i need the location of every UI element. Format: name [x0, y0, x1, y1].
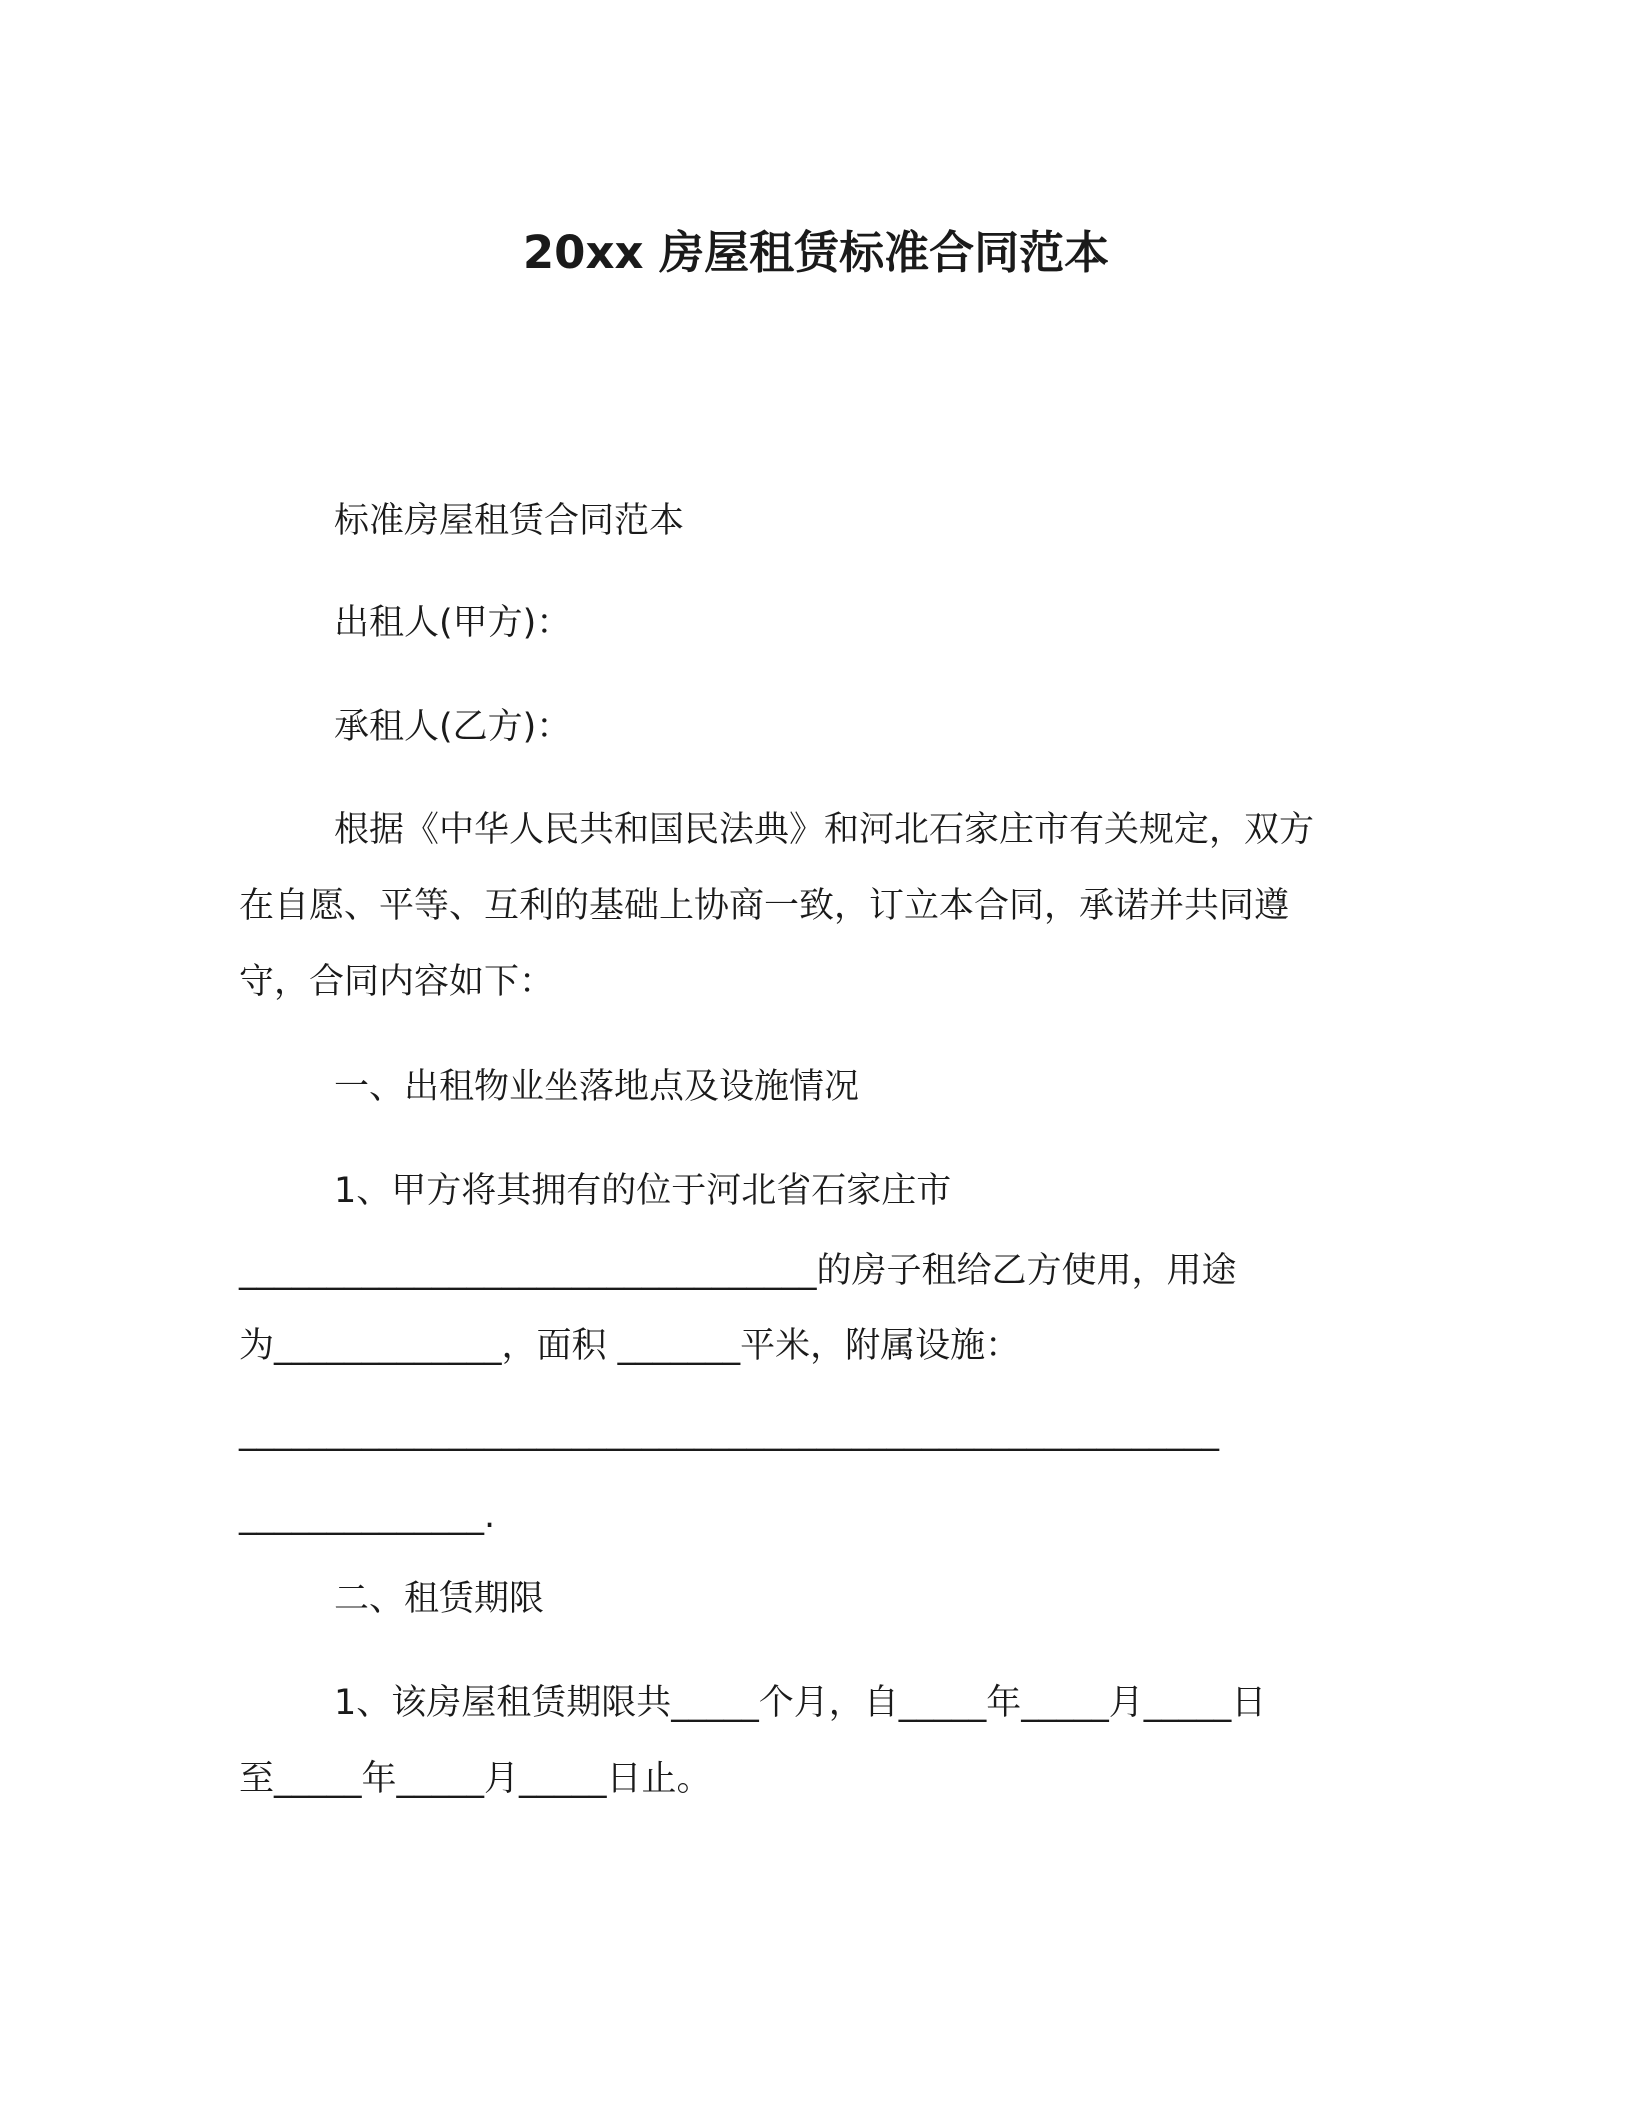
- lessor-line: 出租人(甲方)：: [334, 603, 572, 643]
- term-line-1: 1、该房屋租赁期限共_____个月，自_____年_____月_____日: [334, 1683, 1267, 1723]
- preamble-line-2: 在自愿、平等、互利的基础上协商一致，订立本合同，承诺并共同遵: [239, 886, 1290, 926]
- clause-1-line-2: _________________________________的房子租给乙方使用，用途: [239, 1251, 1237, 1291]
- lessee-line: 承租人(乙方)：: [334, 707, 572, 747]
- clause-1-line-4: ________________________________________________________: [239, 1412, 1219, 1452]
- preamble-line-1: 根据《中华人民共和国民法典》和河北石家庄市有关规定，双方: [334, 810, 1315, 850]
- term-line-2: 至_____年_____月_____日止。: [239, 1759, 712, 1799]
- section-heading-2: 二、租赁期限: [334, 1579, 545, 1619]
- clause-1-line-1: 1、甲方将其拥有的位于河北省石家庄市: [334, 1171, 952, 1211]
- preamble-line-3: 守，合同内容如下：: [239, 962, 555, 1002]
- subtitle: 标准房屋租赁合同范本: [334, 501, 685, 541]
- clause-1-line-5: ______________.: [239, 1496, 496, 1536]
- clause-1-line-3: 为_____________，面积 _______平米，附属设施：: [239, 1326, 1021, 1366]
- section-heading-1: 一、出租物业坐落地点及设施情况: [334, 1067, 860, 1107]
- document-title: 20xx 房屋租赁标准合同范本: [522, 226, 1110, 279]
